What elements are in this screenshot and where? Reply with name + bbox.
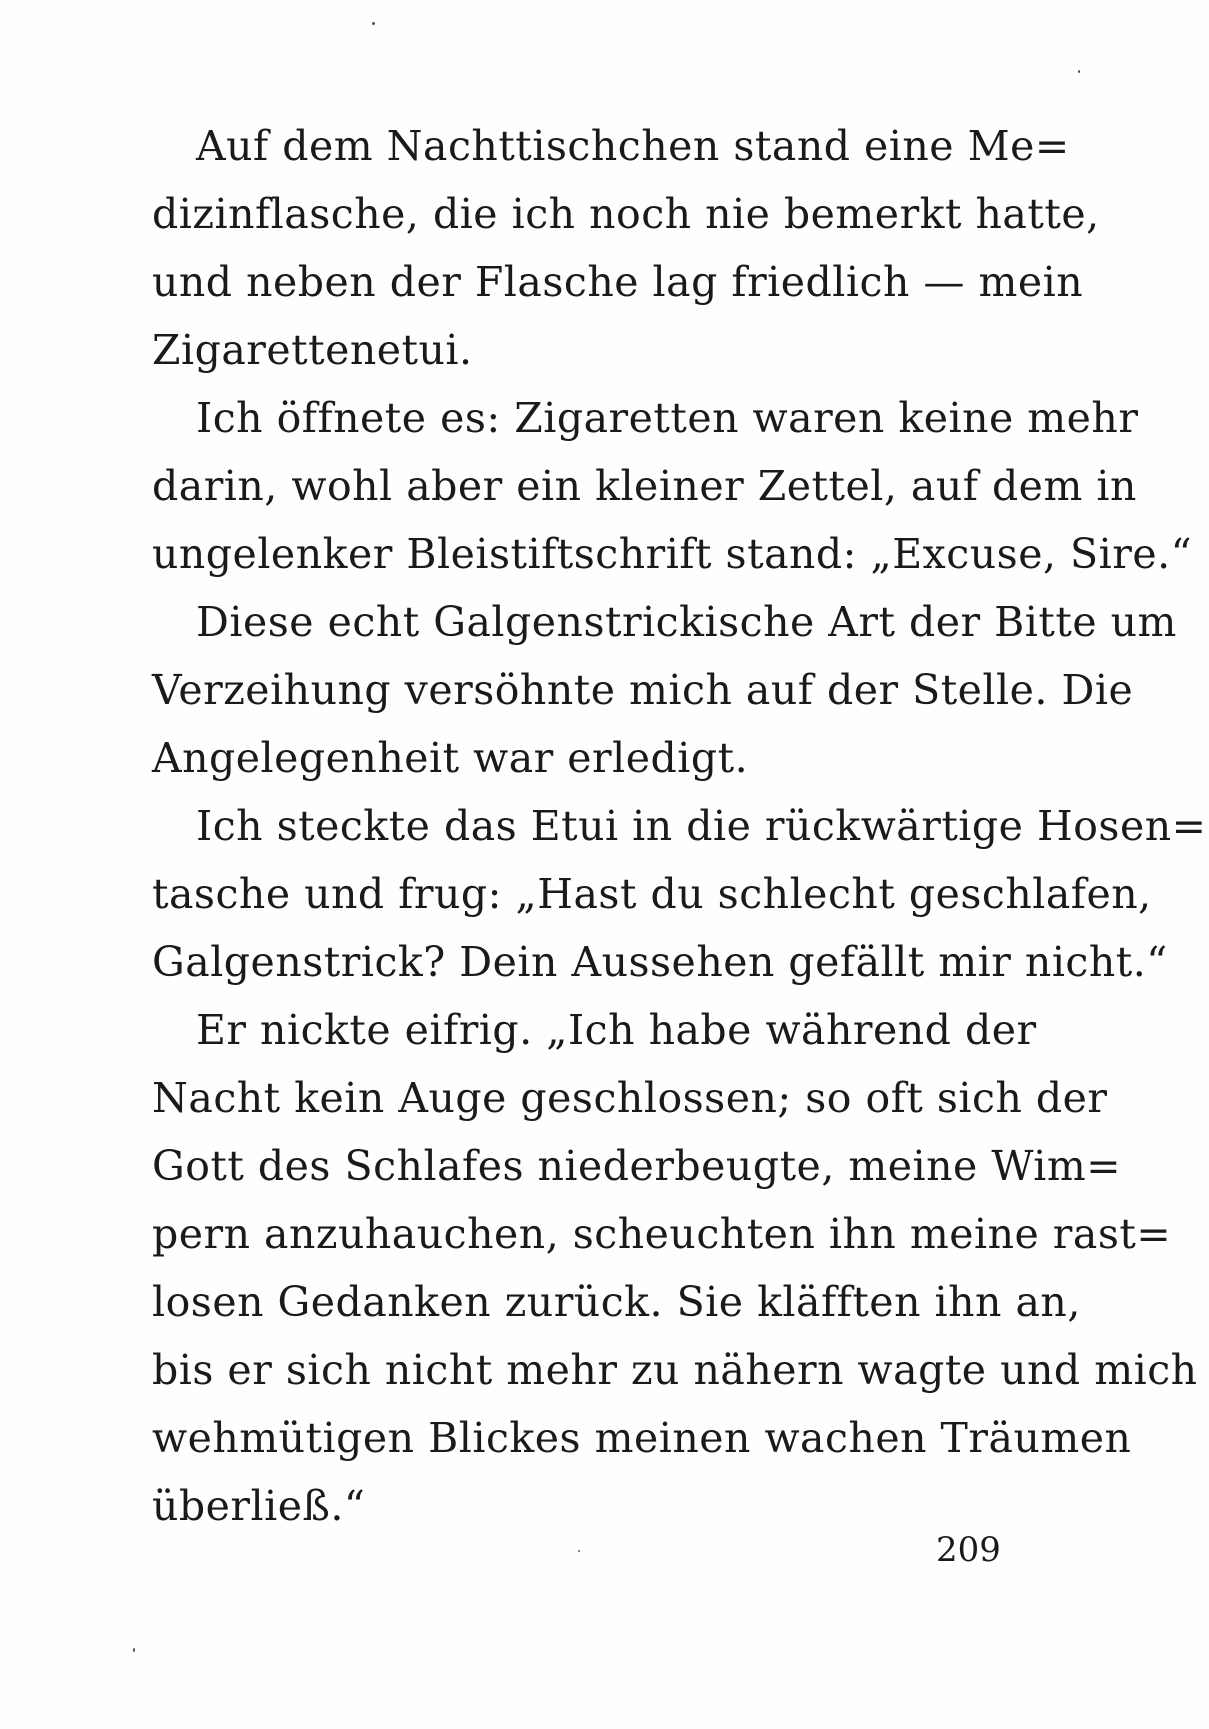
text-line: tasche und frug: „Hast du schlecht geschlafen, — [152, 870, 1152, 918]
text-line: Ich öffnete es: Zigaretten waren keine mehr — [196, 394, 1139, 442]
text-line: Diese echt Galgenstrickische Art der Bitte um — [196, 598, 1177, 646]
text-line: Er nickte eifrig. „Ich habe während der — [196, 1006, 1037, 1054]
text-line: losen Gedanken zurück. Sie kläfften ihn an, — [152, 1278, 1081, 1326]
text-line: Angelegenheit war erledigt. — [152, 734, 749, 782]
scan-speck — [133, 1648, 135, 1652]
text-line: darin, wohl aber ein kleiner Zettel, auf dem in — [152, 462, 1137, 510]
text-line: überließ.“ — [152, 1482, 366, 1530]
text-line: Zigarettenetui. — [152, 326, 473, 374]
text-line: bis er sich nicht mehr zu nähern wagte und mich — [152, 1346, 1198, 1394]
scan-speck — [1078, 70, 1080, 73]
scan-speck — [578, 1550, 580, 1552]
body-text — [152, 112, 1207, 1540]
text-line: Verzeihung versöhnte mich auf der Stelle. Die — [152, 666, 1134, 714]
text-line: ungelenker Bleistiftschrift stand: „Excuse, Sire.“ — [152, 530, 1193, 578]
text-line: wehmütigen Blickes meinen wachen Träumen — [152, 1414, 1132, 1462]
text-line: Ich steckte das Etui in die rückwärtige Hosen= — [196, 802, 1207, 850]
text-line: dizinflasche, die ich noch nie bemerkt hatte, — [152, 190, 1100, 238]
page-number: 209 — [936, 1530, 1001, 1570]
text-line: und neben der Flasche lag friedlich — mein — [152, 258, 1084, 306]
text-line: pern anzuhauchen, scheuchten ihn meine rast= — [152, 1210, 1172, 1258]
scan-speck — [372, 22, 375, 25]
text-line: Auf dem Nachttischchen stand eine Me= — [196, 122, 1070, 170]
text-line: Gott des Schlafes niederbeugte, meine Wim= — [152, 1142, 1122, 1190]
text-line: Galgenstrick? Dein Aussehen gefällt mir nicht.“ — [152, 938, 1168, 986]
text-line: Nacht kein Auge geschlossen; so oft sich der — [152, 1074, 1108, 1122]
